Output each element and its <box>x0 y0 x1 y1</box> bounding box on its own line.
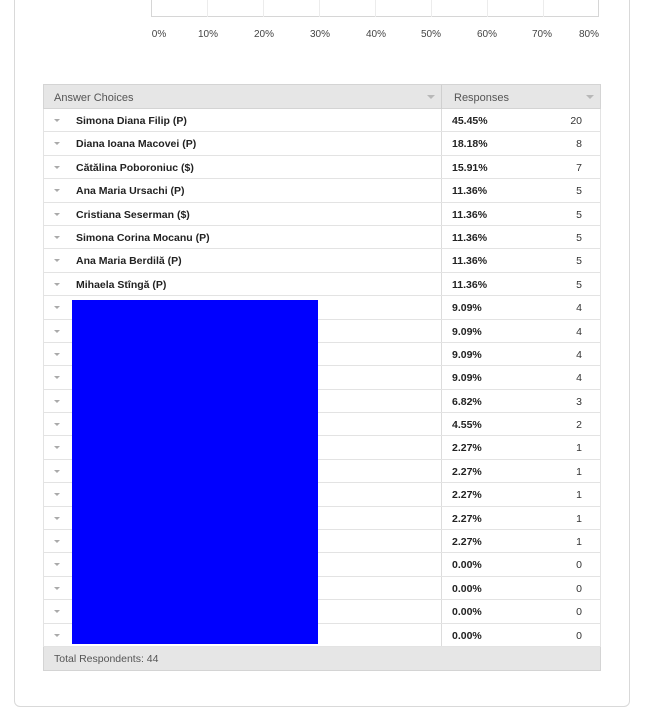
chart-gridline <box>263 0 264 17</box>
response-percent: 11.36% <box>452 255 488 268</box>
column-divider <box>441 249 442 271</box>
column-divider <box>441 460 442 482</box>
column-divider <box>441 296 442 318</box>
column-divider <box>441 226 442 248</box>
response-count: 1 <box>576 489 582 502</box>
x-tick-label: 50% <box>420 29 442 40</box>
response-percent: 0.00% <box>452 606 482 619</box>
response-percent: 11.36% <box>452 231 488 244</box>
response-count: 5 <box>576 278 582 291</box>
x-tick-label: 10% <box>197 29 219 40</box>
column-divider <box>441 553 442 575</box>
response-count: 1 <box>576 442 582 455</box>
response-count: 4 <box>576 372 582 385</box>
answer-choice-label: Ana Maria Berdilă (P) <box>76 255 182 268</box>
expand-chevron-icon[interactable] <box>54 446 60 449</box>
table-row[interactable] <box>43 226 601 249</box>
header-responses[interactable]: Responses <box>454 92 510 104</box>
expand-chevron-icon[interactable] <box>54 142 60 145</box>
expand-chevron-icon[interactable] <box>54 540 60 543</box>
response-percent: 2.27% <box>452 465 482 478</box>
response-percent: 4.55% <box>452 419 482 432</box>
answer-choice-label: Simona Corina Mocanu (P) <box>76 231 210 244</box>
column-divider <box>441 624 442 646</box>
expand-chevron-icon[interactable] <box>54 587 60 590</box>
response-count: 3 <box>576 395 582 408</box>
response-percent: 9.09% <box>452 302 482 315</box>
expand-chevron-icon[interactable] <box>54 236 60 239</box>
response-percent: 9.09% <box>452 372 482 385</box>
expand-chevron-icon[interactable] <box>54 423 60 426</box>
expand-chevron-icon[interactable] <box>54 610 60 613</box>
bar-chart-area <box>151 0 599 17</box>
expand-chevron-icon[interactable] <box>54 517 60 520</box>
x-tick-label: 60% <box>476 29 498 40</box>
chart-gridline <box>431 0 432 17</box>
response-percent: 0.00% <box>452 559 482 572</box>
response-count: 1 <box>576 465 582 478</box>
expand-chevron-icon[interactable] <box>54 119 60 122</box>
response-percent: 0.00% <box>452 582 482 595</box>
chart-gridline <box>207 0 208 17</box>
response-count: 5 <box>576 255 582 268</box>
header-divider <box>441 85 442 109</box>
response-count: 4 <box>576 325 582 338</box>
response-count: 5 <box>576 231 582 244</box>
response-percent: 2.27% <box>452 489 482 502</box>
answer-choice-label: Ana Maria Ursachi (P) <box>76 185 185 198</box>
column-divider <box>441 273 442 295</box>
x-tick-label: 30% <box>309 29 331 40</box>
response-count: 0 <box>576 629 582 642</box>
expand-chevron-icon[interactable] <box>54 400 60 403</box>
table-footer <box>43 647 601 671</box>
expand-chevron-icon[interactable] <box>54 330 60 333</box>
table-row[interactable] <box>43 273 601 296</box>
response-percent: 2.27% <box>452 512 482 525</box>
table-row[interactable] <box>43 156 601 179</box>
response-percent: 45.45% <box>452 115 488 127</box>
column-divider <box>441 203 442 225</box>
answer-choice-label: Diana Ioana Macovei (P) <box>76 138 197 151</box>
column-divider <box>441 483 442 505</box>
header-answer-choices[interactable]: Answer Choices <box>54 92 134 104</box>
x-tick-label: 20% <box>253 29 275 40</box>
response-percent: 0.00% <box>452 629 482 642</box>
sort-choices-chevron-icon[interactable] <box>427 95 435 99</box>
x-tick-label: 0% <box>151 29 167 40</box>
column-divider <box>441 156 442 178</box>
response-percent: 9.09% <box>452 348 482 361</box>
response-percent: 9.09% <box>452 325 482 338</box>
column-divider <box>441 507 442 529</box>
column-divider <box>441 132 442 154</box>
response-count: 1 <box>576 512 582 525</box>
column-divider <box>441 343 442 365</box>
response-count: 0 <box>576 559 582 572</box>
column-divider <box>441 436 442 458</box>
column-divider <box>441 530 442 552</box>
expand-chevron-icon[interactable] <box>54 563 60 566</box>
column-divider <box>441 320 442 342</box>
expand-chevron-icon[interactable] <box>54 283 60 286</box>
expand-chevron-icon[interactable] <box>54 213 60 216</box>
table-header <box>43 84 601 109</box>
expand-chevron-icon[interactable] <box>54 166 60 169</box>
redaction-block <box>72 300 318 644</box>
response-percent: 11.36% <box>452 185 488 198</box>
expand-chevron-icon[interactable] <box>54 493 60 496</box>
x-tick-label: 80% <box>578 29 600 40</box>
table-row[interactable] <box>43 249 601 272</box>
table-row[interactable] <box>43 203 601 226</box>
response-percent: 11.36% <box>452 208 488 221</box>
column-divider <box>441 577 442 599</box>
chart-gridline <box>375 0 376 17</box>
expand-chevron-icon[interactable] <box>54 470 60 473</box>
response-percent: 2.27% <box>452 442 482 455</box>
expand-chevron-icon[interactable] <box>54 189 60 192</box>
response-count: 4 <box>576 302 582 315</box>
x-tick-label: 70% <box>531 29 553 40</box>
expand-chevron-icon[interactable] <box>54 259 60 262</box>
chart-gridline <box>543 0 544 17</box>
response-count: 7 <box>576 161 582 174</box>
sort-responses-chevron-icon[interactable] <box>586 95 594 99</box>
response-count: 2 <box>576 419 582 432</box>
answer-choice-label: Simona Diana Filip (P) <box>76 115 187 127</box>
column-divider <box>441 413 442 435</box>
response-percent: 18.18% <box>452 138 488 151</box>
response-percent: 2.27% <box>452 536 482 549</box>
table-row[interactable] <box>43 109 601 132</box>
answer-choice-label: Mihaela Stîngă (P) <box>76 278 167 291</box>
expand-chevron-icon[interactable] <box>54 376 60 379</box>
answer-choice-label: Cătălina Poboroniuc ($) <box>76 161 194 174</box>
response-count: 20 <box>570 115 582 127</box>
table-row[interactable] <box>43 132 601 155</box>
table-row[interactable] <box>43 179 601 202</box>
response-count: 5 <box>576 208 582 221</box>
column-divider <box>441 366 442 388</box>
expand-chevron-icon[interactable] <box>54 306 60 309</box>
response-count: 5 <box>576 185 582 198</box>
response-percent: 6.82% <box>452 395 482 408</box>
response-count: 4 <box>576 348 582 361</box>
column-divider <box>441 109 442 131</box>
response-count: 1 <box>576 536 582 549</box>
chart-gridline <box>319 0 320 17</box>
chart-gridline <box>487 0 488 17</box>
expand-chevron-icon[interactable] <box>54 353 60 356</box>
answer-choice-label: Cristiana Seserman ($) <box>76 208 190 221</box>
response-count: 0 <box>576 582 582 595</box>
column-divider <box>441 390 442 412</box>
x-tick-label: 40% <box>365 29 387 40</box>
response-percent: 11.36% <box>452 278 488 291</box>
total-respondents: Total Respondents: 44 <box>54 652 159 665</box>
column-divider <box>441 179 442 201</box>
expand-chevron-icon[interactable] <box>54 634 60 637</box>
response-percent: 15.91% <box>452 161 488 174</box>
column-divider <box>441 600 442 622</box>
response-count: 8 <box>576 138 582 151</box>
response-count: 0 <box>576 606 582 619</box>
